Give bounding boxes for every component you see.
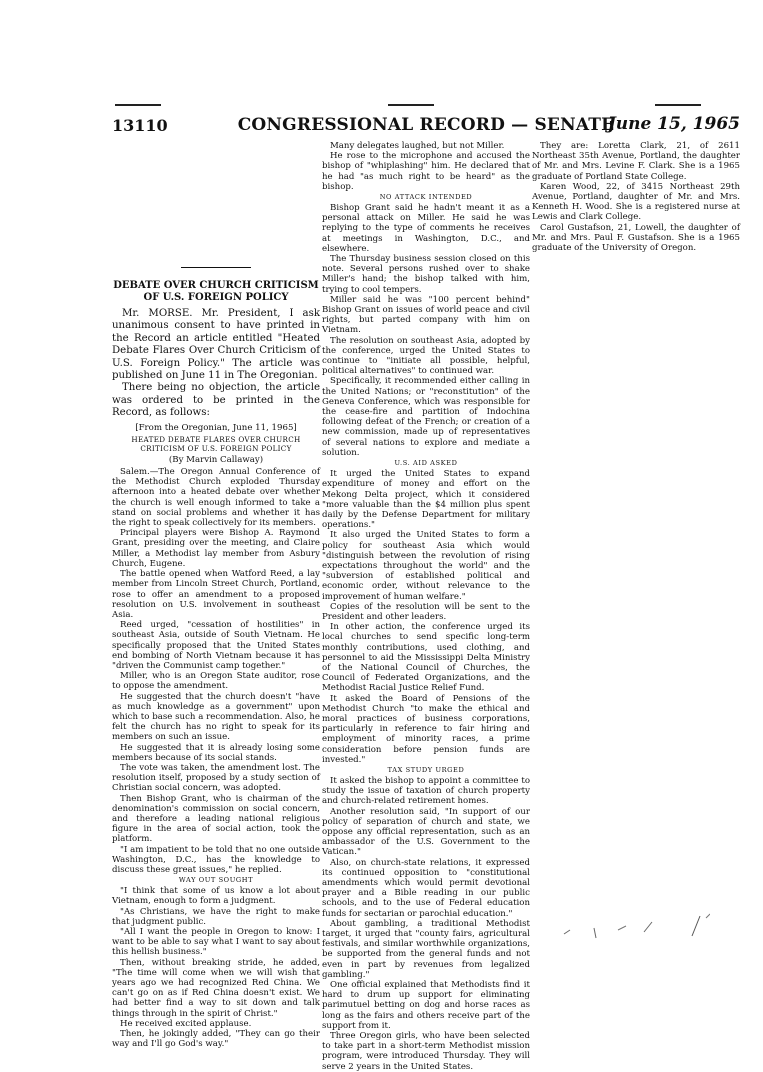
paragraph: Copies of the resolution will be sent to the President and other leaders. bbox=[322, 601, 530, 622]
paragraph: "I am impatient to be told that no one outside Washington, D.C., has the knowledge to discuss these great issues," he replied. bbox=[112, 844, 320, 875]
paragraph: Carol Gustafson, 21, Lowell, the daughter of Mr. and Mrs. Paul F. Gustafson. She is a 1965 graduate of the University of Oregon. bbox=[532, 222, 740, 254]
pencil-mark bbox=[560, 912, 710, 940]
paragraph: It also urged the United States to form a policy for southeast Asia which would "distinguish between the revolution of rising expectations throughout the world" and the "subversion of established political and economic order, without relevance to the improvement of human welfare." bbox=[322, 530, 530, 602]
column-1 bbox=[112, 141, 320, 1049]
top-margin-mark bbox=[655, 104, 701, 106]
paragraph: It urged the United States to expand expenditure of money and effort on the Mekong Delta project, which it considered "more valuable than the $4 million plus spent daily by the Defense Department for military operations." bbox=[322, 469, 530, 531]
paragraph: It asked the Board of Pensions of the Methodist Church "to make the ethical and moral practices of business corporations, particularly in reference to fair hiring and employment of minority races, a prime consideration before pension funds are invested." bbox=[322, 693, 530, 765]
top-margin-mark bbox=[388, 104, 434, 106]
issue-date: June 15, 1965 bbox=[607, 114, 740, 134]
publication-title: CONGRESSIONAL RECORD — SENATE bbox=[237, 115, 615, 135]
article-title: DEBATE OVER CHURCH CRITICISM OF U.S. FOREIGN POLICY bbox=[113, 280, 319, 303]
section-divider bbox=[181, 267, 251, 268]
column-2 bbox=[322, 141, 530, 1072]
subhead: TAX STUDY URGED bbox=[387, 765, 465, 774]
paragraph: Then, he jokingly added, "They can go their way and I'll go God's way." bbox=[112, 1029, 320, 1050]
paragraph: The battle opened when Watford Reed, a lay member from Lincoln Street Church, Portland, rose to offer an amendment to a proposed resolution on U.S. involvement in southeast Asia. bbox=[112, 569, 320, 620]
paragraph: One official explained that Methodists find it hard to drum up support for eliminating parimutuel betting on dog and horse races as long as the fairs and others receive part of the support from it. bbox=[322, 980, 530, 1031]
article-headline: HEATED DEBATE FLARES OVER CHURCH CRITICISM OF U.S. FOREIGN POLICY bbox=[131, 434, 301, 453]
paragraph: Mr. MORSE. Mr. President, I ask unanimous consent to have printed in the Record an article entitled "Heated Debate Flares Over Church Criticism of U.S. Foreign Policy." The article was published on June 11 in The Oregonian. bbox=[112, 308, 320, 382]
paragraph: It asked the bishop to appoint a committee to study the issue of taxation of church property and church-related retirement homes. bbox=[322, 775, 530, 807]
paragraph: About gambling, a traditional Methodist target, it urged that "county fairs, agricultural festivals, and similar worthwhile organizations, be supported from the general funds and not even in part by revenues from legalized gambling." bbox=[322, 918, 530, 980]
paragraph: Miller said he was "100 percent behind" Bishop Grant on issues of world peace and civil rights, but parted company with him on Vietnam. bbox=[322, 294, 530, 336]
paragraph: They are: Loretta Clark, 21, of 2611 Northeast 35th Avenue, Portland, the daughter of Mr. and Mrs. Levine F. Clark. She is a 1965 graduate of Portland State College. bbox=[532, 141, 740, 182]
subhead: NO ATTACK INTENDED bbox=[379, 193, 473, 202]
paragraph: "As Christians, we have the right to make that judgment public. bbox=[112, 906, 320, 927]
subhead: WAY OUT SOUGHT bbox=[178, 876, 254, 885]
paragraph: Then, without breaking stride, he added, "The time will come when we will wish that years ago we had recognized Red China. We can't go on as if Red China doesn't exist. We had better find a way to sit down and talk things through in the spirit of Christ." bbox=[112, 957, 320, 1019]
paragraph: "I think that some of us know a lot about Vietnam, enough to form a judgment. bbox=[112, 886, 320, 907]
paragraph: Three Oregon girls, who have been selected to take part in a short-term Methodist mission program, were introduced Thursday. They will serve 2 years in the United States. bbox=[322, 1031, 530, 1072]
paragraph: Another resolution said, "In support of our policy of separation of church and state, we oppose any official representation, such as an ambassador of the U.S. Government to the Vatican." bbox=[322, 806, 530, 858]
page-number: 13110 bbox=[112, 116, 168, 135]
subhead: U.S. AID ASKED bbox=[394, 459, 458, 468]
paragraph: Then Bishop Grant, who is chairman of the denomination's commission on social concern, and therefore a leading national religious figure in the area of social action, took the platform. bbox=[112, 793, 320, 845]
paragraph: He received excited applause. bbox=[120, 1018, 252, 1029]
paragraph: Many delegates laughed, but not Miller. bbox=[330, 141, 505, 151]
paragraph: Bishop Grant said he hadn't meant it as a personal attack on Miller. He said he was replying to the type of comments he receives at meetings in Washington, D.C., and elsewhere. bbox=[322, 203, 530, 254]
page-header bbox=[112, 114, 740, 138]
paragraph: "All I want the people in Oregon to know: I want to be able to say what I want to say about this hellish business." bbox=[112, 927, 320, 958]
paragraph: Reed urged, "cessation of hostilities" in southeast Asia, outside of South Vietnam. He specifically proposed that the United States end bombing of North Vietnam because it has "driven the Communist camp together." bbox=[112, 620, 320, 671]
byline: (By Marvin Callaway) bbox=[168, 454, 264, 465]
paragraph: In other action, the conference urged its local churches to send specific long-term monthly contributions, used clothing, and personnel to aid the Mississippi Delta Ministry of the National Council of Churches, the Council of Federated Organizations, and the Methodist Racial Justice Relief Fund. bbox=[322, 622, 530, 694]
paragraph: Also, on church-state relations, it expressed its continued opposition to "constitutional amendments which would permit devotional prayer and a Bible reading in our public schools, and to the use of Federal education funds for sectarian or parochial education." bbox=[322, 857, 530, 919]
article-lead bbox=[112, 308, 320, 420]
paragraph: He suggested that it is already losing some members because of its social stands. bbox=[112, 742, 320, 763]
paragraph: He rose to the microphone and accused the bishop of "whiplashing" him. He declared that he had "as much right to be heard" as the bishop. bbox=[322, 151, 530, 192]
paragraph: Miller, who is an Oregon State auditor, rose to oppose the amendment. bbox=[112, 671, 320, 692]
paragraph: Specifically, it recommended either calling in the United Nations; or "reconstitution" of the Geneva Conference, which was responsible for the cease-fire and partition of Indochina following defeat of the French; or creation of a new commission, made up of representatives of several nations to explore and mediate a solution. bbox=[322, 376, 530, 458]
paragraph: The resolution on southeast Asia, adopted by the conference, urged the United States to continue to "initiate all possible, helpful, political alternatives" to continued war. bbox=[322, 335, 530, 377]
paragraph: There being no objection, the article was ordered to be printed in the Record, as follows: bbox=[112, 382, 320, 419]
article-source: [From the Oregonian, June 11, 1965] bbox=[135, 422, 297, 433]
top-margin-mark bbox=[115, 104, 161, 106]
paragraph: The vote was taken, the amendment lost. The resolution itself, proposed by a study section of Christian social concern, was adopted. bbox=[112, 762, 320, 794]
paragraph: Salem.—The Oregon Annual Conference of the Methodist Church exploded Thursday afternoon into a heated debate over whether the church is well enough informed to take a stand on social problems and whether it has the right to speak collectively for its members. bbox=[112, 467, 320, 529]
paragraph: Karen Wood, 22, of 3415 Northeast 29th Avenue, Portland, daughter of Mr. and Mrs. Kenneth H. Wood. She is a registered nurse at Lewis and Clark College. bbox=[532, 181, 740, 223]
paragraph: Principal players were Bishop A. Raymond Grant, presiding over the meeting, and Claire Miller, a Methodist lay member from Asbury Church, Eugene. bbox=[112, 528, 320, 569]
paragraph: He suggested that the church doesn't "have as much knowledge as a government" upon which to base such a recommendation. Also, he felt the church has no right to speak for its members on such an issue. bbox=[112, 691, 320, 743]
paragraph: The Thursday business session closed on this note. Several persons rushed over to shake Miller's hand; the bishop talked with him, trying to cool tempers. bbox=[322, 254, 530, 295]
column-3 bbox=[532, 141, 740, 253]
